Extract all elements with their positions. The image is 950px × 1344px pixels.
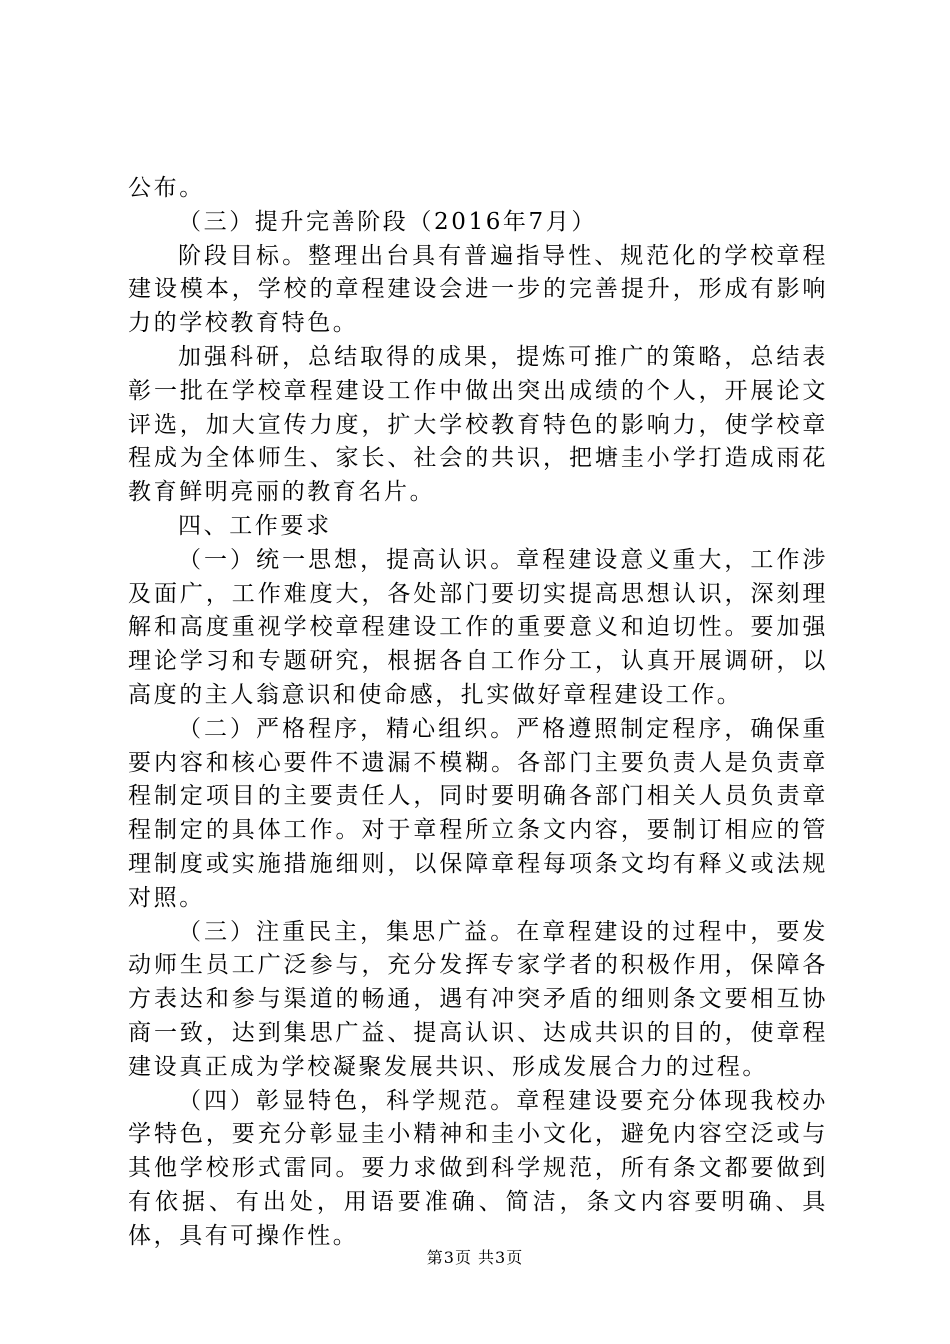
document-body <box>128 172 828 1254</box>
section-heading-work-requirements: 四、工作要求 <box>178 512 332 539</box>
paragraph-research: 加强科研，总结取得的成果，提炼可推广的策略，总结表彰一批在学校章程建设工作中做出突出成绩的个人，开展论文评选，加大宣传力度，扩大学校教育特色的影响力，使学校章程成为全体师生、家长、社会的共识，把塘圭小学打造成雨花教育鲜明亮丽的教育名片。 <box>128 343 828 506</box>
paragraph-stage-goal: 阶段目标。整理出台具有普遍指导性、规范化的学校章程建设模本，学校的章程建设会进一步的完善提升，形成有影响力的学校教育特色。 <box>128 242 828 337</box>
paragraph-requirement-two: （二）严格程序，精心组织。严格遵照制定程序，确保重要内容和核心要件不遗漏不模糊。各部门主要负责人是负责章程制定项目的主要责任人，同时要明确各部门相关人员负责章程制定的具体工作。对于章程所立条文内容，要制订相应的管理制度或实施措施细则，以保障章程每项条文均有释义或法规对照。 <box>128 715 828 911</box>
paragraph-requirement-three: （三）注重民主，集思广益。在章程建设的过程中，要发动师生员工广泛参与，充分发挥专家学者的积极作用，保障各方表达和参与渠道的畅通，遇有冲突矛盾的细则条文要相互协商一致，达到集思广益、提高认识、达成共识的目的，使章程建设真正成为学校凝聚发展共识、形成发展合力的过程。 <box>128 918 828 1080</box>
paragraph-requirement-one: （一）统一思想，提高认识。章程建设意义重大，工作涉及面广，工作难度大，各处部门要切实提高思想认识，深刻理解和高度重视学校章程建设工作的重要意义和迫切性。要加强理论学习和专题研究，根据各自工作分工，认真开展调研，以高度的主人翁意识和使命感，扎实做好章程建设工作。 <box>128 546 828 708</box>
page-footer: 第3页 共3页 <box>426 1248 524 1267</box>
paragraph-requirement-four: （四）彰显特色，科学规范。章程建设要充分体现我校办学特色，要充分彰显圭小精神和圭小文化，避免内容空泛或与其他学校形式雷同。要力求做到科学规范，所有条文都要做到有依据、有出处，用语要准确、简洁，条文内容要明确、具体，具有可操作性。 <box>128 1087 828 1249</box>
paragraph-continuation: 公布。 <box>128 175 205 201</box>
section-heading-stage-three: （三）提升完善阶段（2016年7月） <box>178 208 597 235</box>
